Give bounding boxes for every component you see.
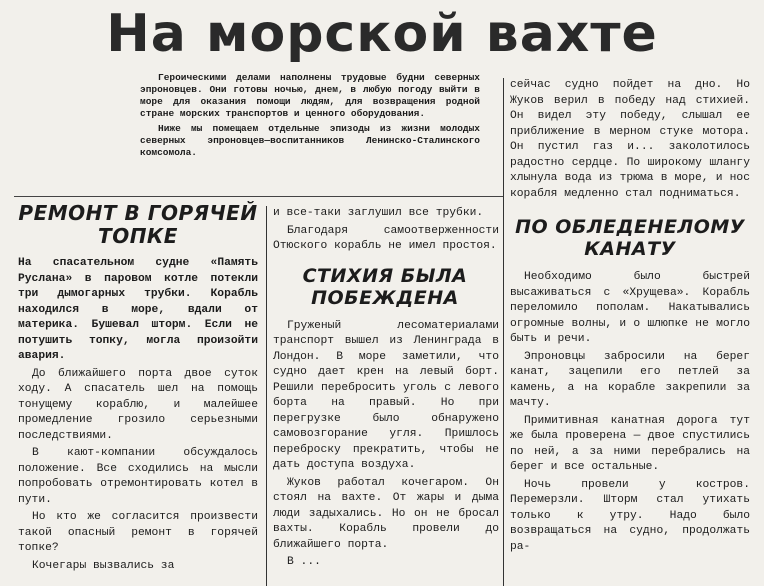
article-paragraph: и все-таки заглушил все трубки. bbox=[273, 207, 484, 219]
intro-paragraph-2: Ниже мы помещаем отдельные эпизоды из жизни молодых северных эпроновцев—воспитанников Ленинско-Сталинского комсомола. bbox=[140, 123, 480, 158]
article-paragraph: Благодаря самоотверженности Отюского корабль не имел простоя. bbox=[273, 224, 499, 252]
article-paragraph: В кают-компании обсуждалось положение. Все сходились на мысли попробовать отремонтировать котел в пути. bbox=[18, 447, 258, 506]
column-rule-right-top bbox=[503, 78, 504, 586]
article-paragraph: Эпроновцы забросили на берег канат, зацепили его петлей за камень, а на корабле закрепили за мачту. bbox=[510, 350, 750, 409]
article-title-element: СТИХИЯ БЫЛА ПОБЕЖДЕНА bbox=[302, 264, 468, 309]
article-paragraph: Ночь провели у костров. Перемерзли. Шторм стал утихать только к утру. Надо было возвращаться на судно, продолжать ра- bbox=[510, 478, 750, 553]
column-rule-left bbox=[266, 206, 267, 586]
headline: На морской вахте bbox=[106, 4, 658, 64]
article-paragraph: сейчас судно пойдет на дно. Но Жуков верил в победу над стихией. Он видел эту победу, слышал ее приближение в мерном стуке мотора. Он пустил газ и... заколотилось радостно сердце. По широкому шлангу хлынула вода из трюма в море, и нос корабля медленно стал подниматься. bbox=[510, 79, 750, 200]
article-paragraph: Жуков работал кочегаром. Он стоял на вахте. От жары и дыма люди задыхались. Но он не бросал вахты. Корабль провели до ближайшего порта. bbox=[273, 476, 499, 551]
intro-paragraph-1: Героическими делами наполнены трудовые будни северных эпроновцев. Они готовы ночью, днем, в любую погоду выйти в море для оказания помощи людям, для возвращения родной стране морских транспортов и ценного оборудования. bbox=[140, 72, 480, 119]
intro-block bbox=[140, 72, 480, 162]
article-title-repair: РЕМОНТ В ГОРЯЧЕЙ ТОПКЕ bbox=[18, 201, 258, 248]
article-column-1 bbox=[18, 202, 258, 576]
article-column-3 bbox=[510, 78, 750, 557]
intro-bottom-rule bbox=[14, 196, 503, 197]
article-paragraph: Необходимо было быстрей высаживаться с «Хрущева». Корабль переломило пополам. Накатывались огромные волны, и о шлюпке не могло быть и речи. bbox=[510, 271, 750, 345]
article-paragraph: Но кто же согласится произвести такой опасный ремонт в горячей топке? bbox=[18, 511, 258, 554]
article-paragraph: Груженый лесоматериалами транспорт вышел из Ленинграда в Лондон. В море заметили, что судно дает крен на левый борт. Решили перебросить уголь с левого борта на правый. Но при перегрузке было обнаружено самовозгорание угля. Пришлось переброску прекратить, чтобы не дать доступа воздуха. bbox=[273, 319, 499, 471]
article-paragraph: Примитивная канатная дорога тут же была проверена — двое спустились по ней, а за ними перебрались на берег и все остальные. bbox=[510, 414, 750, 473]
article-paragraph: В ... bbox=[287, 556, 321, 568]
article-title-rope: ПО ОБЛЕДЕНЕЛОМУ КАНАТУ bbox=[515, 216, 745, 260]
article-paragraph: Кочегары вызвались за bbox=[32, 559, 175, 572]
article-column-2 bbox=[273, 206, 499, 573]
article-paragraph: На спасательном судне «Память Руслана» в паровом котле потекли три дымогарных трубки. Корабль находился в море, вдали от материка. Бушевал шторм. Если не потушить топку, могла произойти авария. bbox=[18, 257, 258, 362]
article-paragraph: До ближайшего порта двое суток ходу. А спасатель шел на помощь тонущему кораблю, и малейшее промедление грозило серьезными последствиями. bbox=[18, 367, 258, 442]
